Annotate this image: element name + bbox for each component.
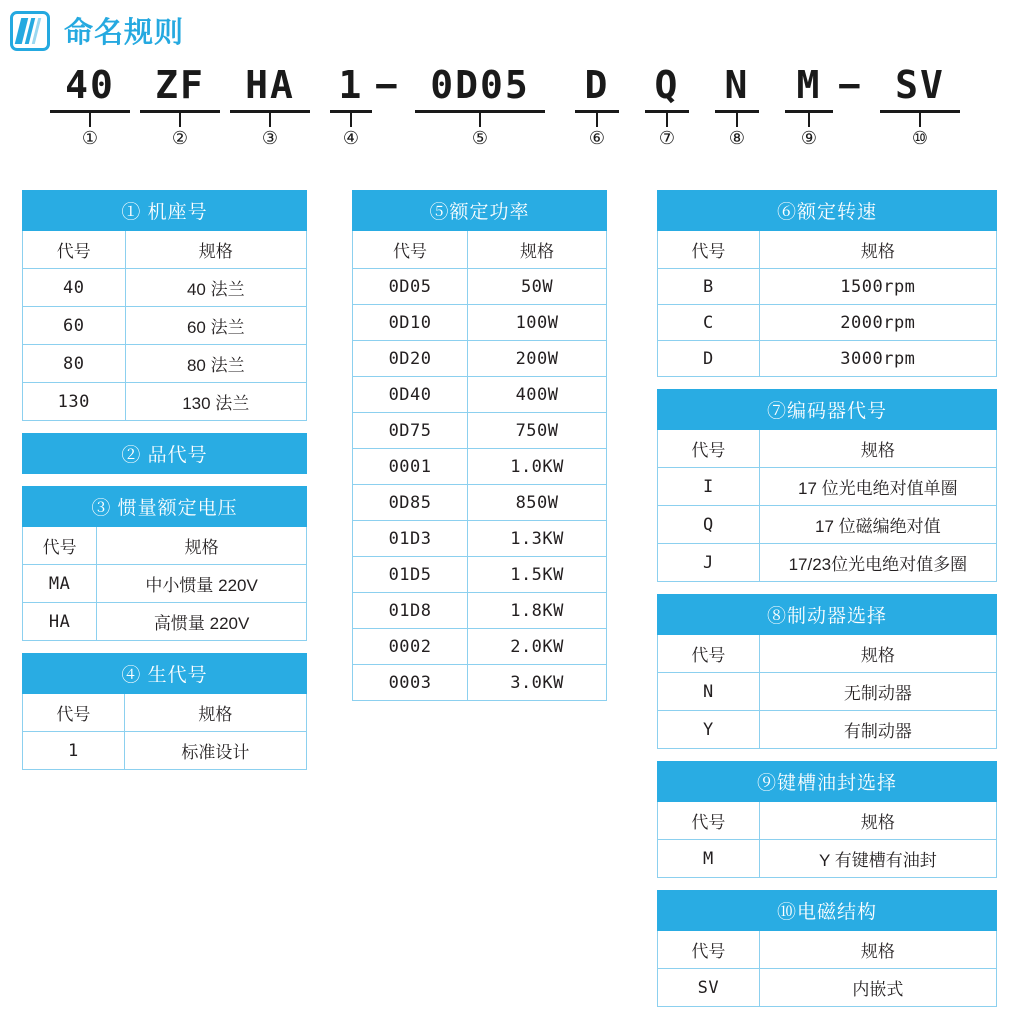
table-row [658,269,997,305]
column-header-code: 代号 [23,527,97,565]
table-title: ② 品代号 [23,434,307,474]
code-segment-10: SV ⑩ [880,62,960,149]
table-row [658,673,997,711]
cell-code: 01D3 [353,521,468,557]
table-row [658,840,997,878]
code-index-7: ⑦ [658,128,676,148]
column-header-code: 代号 [658,802,760,840]
page-header [10,10,184,51]
cell-code: 130 [23,383,126,421]
table-row [353,521,607,557]
table-title: ④ 生代号 [23,654,307,694]
cell-code: 40 [23,269,126,307]
table-row [353,341,607,377]
cell-code: 0003 [353,665,468,701]
cell-spec: 高惯量 220V [97,603,307,641]
code-index-8: ⑧ [728,128,746,148]
model-code-row [30,62,1000,172]
page-title: 命名规则 [64,17,185,49]
table-generation-code [22,653,307,770]
cell-spec: 850W [468,485,607,521]
column-header-spec: 规格 [124,694,306,732]
cell-code: 0001 [353,449,468,485]
table-row [353,269,607,305]
code-segment-4: 1 ④ [330,62,372,149]
table-row [353,557,607,593]
cell-code: HA [23,603,97,641]
cell-code: 60 [23,307,126,345]
cell-spec: Y 有键槽有油封 [759,840,996,878]
table-row [353,665,607,701]
cell-code: C [658,305,760,341]
table-title: ① 机座号 [23,191,307,231]
cell-code: N [658,673,760,711]
table-title: ⑧制动器选择 [658,595,997,635]
table-keyway-seal [657,761,997,878]
table-title: ⑤额定功率 [353,191,607,231]
tables-column-left [22,190,307,782]
column-header-code: 代号 [353,231,468,269]
code-dash-2: − [838,63,861,107]
table-title: ⑦编码器代号 [658,390,997,430]
cell-code: 0002 [353,629,468,665]
code-dash-1: − [375,63,398,107]
table-row [23,565,307,603]
table-row [658,305,997,341]
table-row [353,629,607,665]
cell-code: 0D75 [353,413,468,449]
column-header-spec: 规格 [759,231,996,269]
cell-spec: 60 法兰 [125,307,306,345]
cell-code: 01D5 [353,557,468,593]
cell-code: 0D40 [353,377,468,413]
table-product-code [22,433,307,474]
column-header-spec: 规格 [97,527,307,565]
cell-spec: 无制动器 [759,673,996,711]
table-encoder-code [657,389,997,582]
cell-spec: 中小惯量 220V [97,565,307,603]
code-segment-1: 40 ① [50,62,130,149]
table-row [23,269,307,307]
cell-code: 0D20 [353,341,468,377]
code-index-4: ④ [342,128,360,148]
cell-spec: 40 法兰 [125,269,306,307]
code-index-6: ⑥ [588,128,606,148]
table-row [23,345,307,383]
table-row [353,377,607,413]
table-brake-selection [657,594,997,749]
cell-spec: 750W [468,413,607,449]
column-header-spec: 规格 [759,635,996,673]
cell-code: 0D10 [353,305,468,341]
cell-spec: 1.5KW [468,557,607,593]
cell-spec: 2.0KW [468,629,607,665]
code-index-2: ② [171,128,189,148]
table-title: ⑥额定转速 [658,191,997,231]
cell-spec: 17 位磁编绝对值 [759,506,996,544]
cell-code: SV [658,969,760,1007]
code-segment-3: HA ③ [230,62,310,149]
table-row [23,383,307,421]
column-header-code: 代号 [658,231,760,269]
cell-spec: 1500rpm [759,269,996,305]
cell-spec: 有制动器 [759,711,996,749]
table-row [353,305,607,341]
cell-spec: 2000rpm [759,305,996,341]
tables-column-right [657,190,997,1019]
table-title: ⑩电磁结构 [658,891,997,931]
cell-spec: 17/23位光电绝对值多圈 [759,544,996,582]
table-row [658,506,997,544]
cell-code: 01D8 [353,593,468,629]
table-row [353,449,607,485]
code-segment-8: N ⑧ [715,62,759,149]
cell-code: Q [658,506,760,544]
table-magnetic-structure [657,890,997,1007]
cell-code: D [658,341,760,377]
cell-code: B [658,269,760,305]
cell-spec: 标准设计 [124,732,306,770]
code-segment-5: 0D05 ⑤ [415,62,545,149]
column-header-spec: 规格 [759,802,996,840]
code-segment-6: D ⑥ [575,62,619,149]
cell-spec: 1.0KW [468,449,607,485]
cell-spec: 1.3KW [468,521,607,557]
cell-spec: 50W [468,269,607,305]
table-row [353,593,607,629]
cell-code: MA [23,565,97,603]
table-row [658,544,997,582]
table-row [23,603,307,641]
table-frame-size [22,190,307,421]
cell-code: 0D05 [353,269,468,305]
table-row [353,485,607,521]
cell-spec: 3000rpm [759,341,996,377]
column-header-code: 代号 [658,931,760,969]
cell-spec: 1.8KW [468,593,607,629]
code-index-3: ③ [261,128,279,148]
code-index-1: ① [81,128,99,148]
table-title: ⑨键槽油封选择 [658,762,997,802]
code-segment-9: M ⑨ [785,62,833,149]
cell-code: M [658,840,760,878]
table-row [658,711,997,749]
column-header-spec: 规格 [468,231,607,269]
table-inertia-voltage [22,486,307,641]
cell-code: 80 [23,345,126,383]
cell-spec: 3.0KW [468,665,607,701]
column-header-code: 代号 [658,430,760,468]
cell-spec: 80 法兰 [125,345,306,383]
tables-column-middle [352,190,607,713]
cell-code: 0D85 [353,485,468,521]
table-row [658,341,997,377]
cell-code: I [658,468,760,506]
column-header-spec: 规格 [759,931,996,969]
table-row [353,413,607,449]
table-rated-power [352,190,607,701]
cell-code: Y [658,711,760,749]
cell-code: J [658,544,760,582]
cell-spec: 130 法兰 [125,383,306,421]
document-icon [10,11,50,51]
code-index-5: ⑤ [471,128,489,148]
table-row [23,307,307,345]
table-row [658,468,997,506]
column-header-spec: 规格 [125,231,306,269]
column-header-code: 代号 [23,694,125,732]
cell-spec: 内嵌式 [759,969,996,1007]
cell-code: 1 [23,732,125,770]
cell-spec: 400W [468,377,607,413]
table-rated-speed [657,190,997,377]
code-segment-7: Q ⑦ [645,62,689,149]
code-segment-2: ZF ② [140,62,220,149]
table-row [23,732,307,770]
cell-spec: 100W [468,305,607,341]
code-index-9: ⑨ [800,128,818,148]
column-header-code: 代号 [23,231,126,269]
cell-spec: 17 位光电绝对值单圈 [759,468,996,506]
table-row [658,969,997,1007]
cell-spec: 200W [468,341,607,377]
column-header-spec: 规格 [759,430,996,468]
table-title: ③ 惯量额定电压 [23,487,307,527]
code-index-10: ⑩ [911,128,929,148]
column-header-code: 代号 [658,635,760,673]
